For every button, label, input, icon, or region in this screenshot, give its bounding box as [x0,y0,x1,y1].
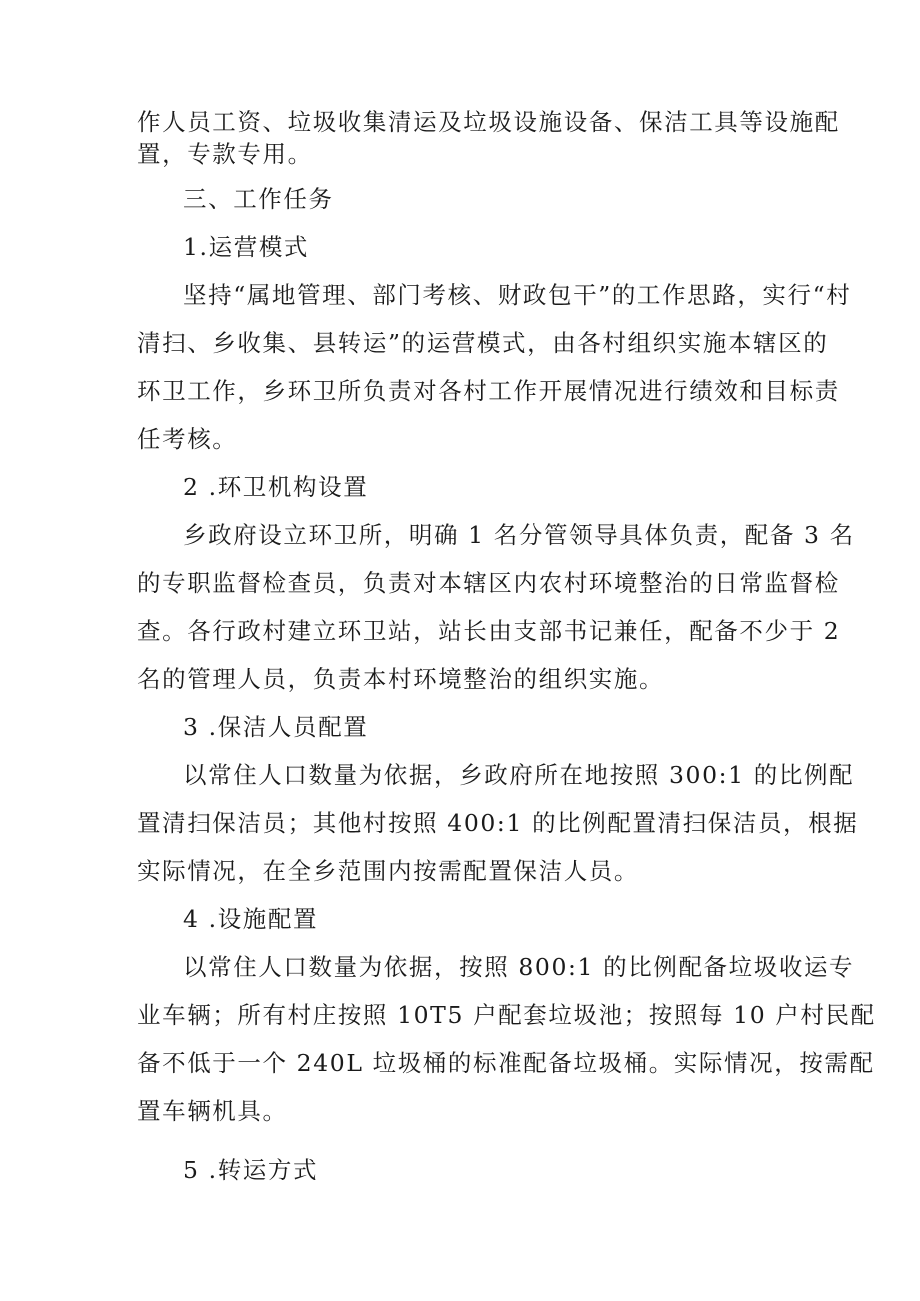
subsection-heading: 2 .环卫机构设置 [183,473,369,501]
body-text-line: 环卫工作，乡环卫所负责对各村工作开展情况进行绩效和目标责 [137,377,840,405]
body-text-line: 任考核。 [137,425,238,453]
body-text-line: 查。各行政村建立环卫站，站长由支部书记兼任，配备不少于 2 [137,617,841,645]
subsection-heading: 5 .转运方式 [183,1156,319,1184]
body-text-line: 置车辆机具。 [137,1097,288,1125]
body-text-line: 置，专款专用。 [137,140,313,168]
subsection-heading: 4 .设施配置 [183,905,319,933]
body-text-line: 备不低于一个 240L 垃圾桶的标准配备垃圾桶。实际情况，按需配 [137,1049,875,1077]
section-heading: 三、工作任务 [183,185,334,213]
body-text-line: 名的管理人员，负责本村环境整治的组织实施。 [137,665,665,693]
subsection-heading: 1.运营模式 [183,233,310,261]
body-text-line: 以常住人口数量为依据，乡政府所在地按照 300:1 的比例配 [183,761,855,789]
body-text-line: 乡政府设立环卫所，明确 1 名分管领导具体负责，配备 3 名 [183,521,855,549]
body-text-line: 实际情况，在全乡范围内按需配置保洁人员。 [137,857,639,885]
subsection-heading: 3 .保洁人员配置 [183,713,369,741]
body-text-line: 清扫、乡收集、县转运”的运营模式，由各村组织实施本辖区的 [137,329,829,357]
body-text-line: 的专职监督检查员，负责对本辖区内农村环境整治的日常监督检 [137,569,840,597]
body-text-line: 以常住人口数量为依据，按照 800:1 的比例配备垃圾收运专 [183,953,855,981]
body-text-line: 置清扫保洁员；其他村按照 400:1 的比例配置清扫保洁员，根据 [137,809,859,837]
body-text-line: 坚持“属地管理、部门考核、财政包干”的工作思路，实行“村 [183,281,852,309]
body-text-line: 作人员工资、垃圾收集清运及垃圾设施设备、保洁工具等设施配 [137,108,840,136]
body-text-line: 业车辆；所有村庄按照 10T5 户配套垃圾池；按照每 10 户村民配 [137,1001,876,1029]
